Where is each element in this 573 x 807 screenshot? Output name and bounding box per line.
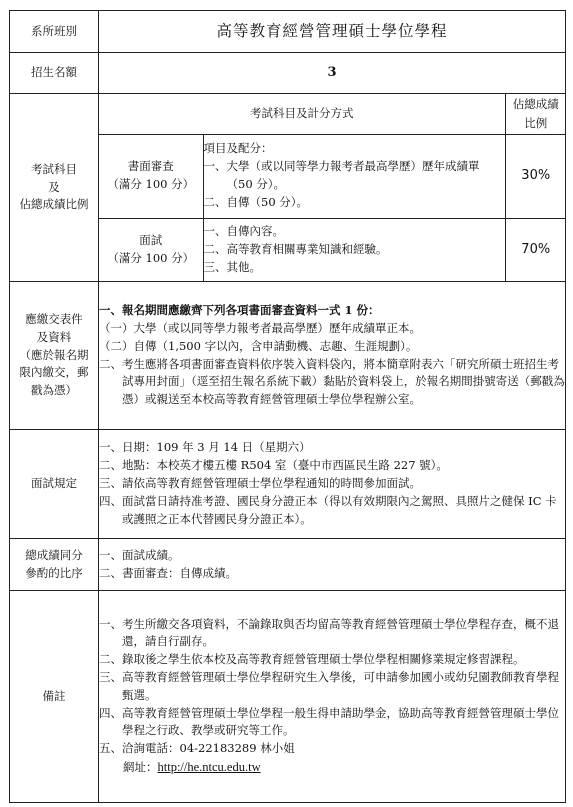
docs-label-line: 及資料 [36, 329, 72, 344]
tiebreak-detail [99, 539, 566, 591]
exam-label-line: 考試科目 [31, 161, 77, 176]
item-number: 二、 [203, 241, 227, 256]
item-number: 三、 [203, 259, 227, 274]
interview-item [99, 439, 565, 457]
item-text: 自傳（1,500 字以內，含申請動機、志趣、生涯規劃）。 [133, 338, 418, 353]
docs-detail [99, 282, 566, 430]
ratio-header-line: 比例 [524, 115, 548, 130]
dept-row [10, 11, 566, 53]
subject-row-document-review [99, 134, 566, 218]
ratio-header-line: 佔總成績 [512, 97, 559, 112]
subject-items [203, 134, 505, 218]
notes-detail [99, 591, 566, 803]
subject-score: （滿分 100 分） [107, 250, 195, 265]
quota-row [10, 53, 566, 94]
dept-label: 系所班別 [10, 11, 99, 53]
docs-item [99, 320, 565, 338]
item-number: 四、 [99, 493, 122, 508]
subject-item [204, 194, 505, 212]
item-text: 考生應將各項書面審查資料依序裝入資料袋內，將本簡章附表六「研究所碩士班招生考試專用封面」（逕至招生報名系統下載）黏貼於資料袋上，於報名期間掛號寄送（郵戳為憑）或親送至本校高等教育經營管理碩士學位學程辦公室。 [122, 356, 565, 407]
interview-row [10, 430, 566, 539]
item-number: 一、 [99, 547, 122, 562]
exam-label-line: 及 [48, 179, 60, 194]
docs-item [99, 302, 565, 320]
quota-value: 3 [99, 53, 566, 94]
docs-label-line: 應繳交表件 [25, 311, 83, 326]
notes-item [99, 740, 565, 758]
item-number: 一、 [99, 440, 122, 455]
item-text: 大學（或以同等學力報考者最高學歷）歷年成績單（50 分）。 [226, 159, 480, 191]
item-number: （二） [99, 338, 134, 353]
item-text: 考生所繳交各項資料，不論錄取與否均留高等教育經營管理碩士學位學程存查，概不退還，請自行副存。 [122, 616, 559, 649]
interview-item [99, 475, 565, 493]
item-number: 三、 [99, 670, 122, 684]
docs-label [10, 282, 99, 430]
item-number: （一） [99, 320, 134, 335]
item-text: 其他。 [226, 259, 261, 274]
quota-label: 招生名額 [10, 53, 99, 94]
tiebreak-item [99, 547, 565, 565]
item-number: 二、 [99, 565, 122, 580]
item-text: 高等教育經營管理碩士學位學程研究生入學後，可申請參加國小或幼兒園教師教育學程甄選。 [122, 670, 559, 702]
subject-row-interview [99, 218, 566, 281]
exam-header-subject: 考試科目及計分方式 [99, 94, 505, 134]
tiebreak-label-line: 總成績同分 [25, 547, 83, 562]
docs-item [99, 356, 565, 409]
item-text: 地點：本校英才樓五樓 R504 室（臺中市西區民生路 227 號）。 [122, 458, 448, 473]
item-number: 一、 [99, 303, 122, 318]
item-text: 報名期間應繳齊下列各項書面審查資料一式 1 份： [122, 303, 380, 318]
interview-item [99, 493, 565, 529]
notes-item [99, 669, 565, 705]
item-text: 請依高等教育經營管理碩士學位學程通知的時間參加面試。 [122, 476, 421, 491]
website-link[interactable]: http://he.ntcu.edu.tw [157, 760, 261, 775]
subject-name-cell [99, 134, 203, 218]
item-number: 二、 [99, 652, 122, 667]
item-text: 自傳（50 分）。 [226, 194, 309, 209]
item-number: 二、 [99, 458, 122, 473]
subject-ratio: 70% [505, 218, 566, 281]
exam-label [10, 94, 99, 282]
docs-label-line: （應於報名期 [19, 347, 89, 362]
tiebreak-label-line: 參酌的比序 [25, 565, 83, 580]
exam-header-ratio [505, 94, 566, 134]
subject-item [204, 241, 505, 259]
subject-item [204, 158, 505, 194]
notes-label: 備註 [10, 591, 99, 803]
item-text: 項目及配分： [203, 141, 273, 156]
item-number: 二、 [203, 194, 227, 209]
website-line [99, 758, 565, 777]
exam-detail [99, 94, 566, 282]
notes-item [99, 705, 565, 741]
subject-item [204, 140, 505, 158]
item-text: 書面審查：自傳成績。 [122, 565, 237, 580]
item-text: 大學（或以同等學力報考者最高學歷）歷年成績單正本。 [133, 320, 421, 335]
docs-row [10, 282, 566, 430]
subject-items [203, 218, 505, 281]
item-number: 二、 [99, 356, 122, 371]
item-number: 一、 [203, 224, 227, 239]
item-number: 四、 [99, 705, 122, 720]
subject-item [204, 259, 505, 277]
exam-row [10, 94, 566, 282]
item-text: 高等教育經營管理碩士學位學程一般生得申請助學金，協助高等教育經營管理碩士學位學程之行政、教學或研究等工作。 [122, 705, 559, 738]
dept-value: 高等教育經營管理碩士學位學程 [99, 11, 566, 53]
subject-name: 面試 [139, 232, 163, 247]
tiebreak-item [99, 565, 565, 583]
tiebreak-label [10, 539, 99, 591]
item-text: 面試當日請持准考證、國民身分證正本（得以有效期限內之駕照、具照片之健保 IC 卡或護照之正本代替國民身分證正本）。 [122, 493, 557, 526]
item-text: 錄取後之學生依本校及高等教育經營管理碩士學位學程相關修業規定修習課程。 [122, 652, 525, 667]
subject-ratio: 30% [505, 134, 566, 218]
interview-label: 面試規定 [10, 430, 99, 539]
exam-header-row [99, 94, 566, 134]
tiebreak-row [10, 539, 566, 591]
admission-table [9, 10, 566, 803]
item-text: 日期：109 年 3 月 14 日（星期六） [122, 440, 311, 455]
interview-item [99, 457, 565, 475]
notes-item [99, 616, 565, 652]
docs-label-line: 限內繳交，郵 [19, 365, 89, 380]
item-text: 自傳內容。 [226, 224, 284, 239]
subject-name-cell [99, 218, 203, 281]
notes-row [10, 591, 566, 803]
docs-label-line: 戳為憑） [31, 383, 77, 398]
interview-detail [99, 430, 566, 539]
subject-score: （滿分 100 分） [107, 177, 195, 191]
item-number: 一、 [99, 616, 122, 631]
item-text: 面試成績。 [122, 547, 180, 562]
item-number: 三、 [99, 476, 122, 491]
docs-item [99, 338, 565, 356]
website-label: 網址： [123, 760, 158, 775]
item-text: 洽詢電話：04-22183289 林小姐 [122, 741, 295, 756]
item-number: 五、 [99, 741, 122, 756]
notes-item [99, 651, 565, 669]
subject-item [204, 223, 505, 241]
item-number: 一、 [203, 159, 227, 174]
exam-label-line: 佔總成績比例 [19, 197, 89, 212]
exam-subject-table [99, 94, 566, 281]
subject-name: 書面審查 [127, 159, 174, 174]
item-text: 高等教育相關專業知識和經驗。 [226, 241, 388, 256]
